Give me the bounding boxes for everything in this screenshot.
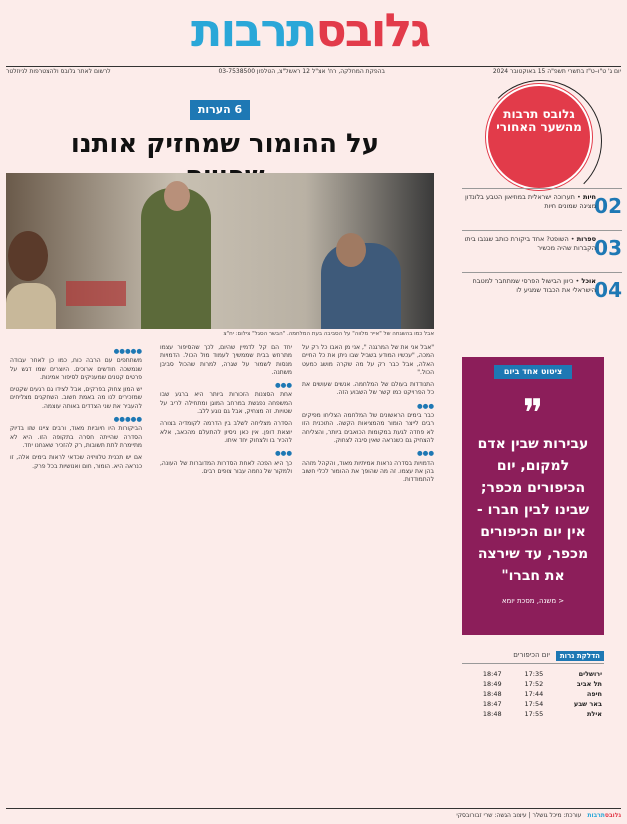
time-out: 18:48 — [482, 710, 502, 718]
logo-tarbut: תרבות — [191, 3, 316, 57]
candle-header — [462, 651, 604, 664]
city: ירושלים — [578, 670, 602, 678]
teaser-text — [462, 189, 596, 228]
city: באר שבע — [573, 700, 602, 708]
time-in: 17:52 — [524, 680, 544, 688]
time-in: 17:44 — [524, 690, 544, 698]
photo-caption: אבל כמו בהשגחה של "אייר מלווה" על הסביבה בעת המלחמה. "הבשר הסגל" צילום: יח"צ — [223, 331, 434, 337]
section-bullet: ●●● — [274, 449, 292, 458]
teaser-item[interactable] — [462, 188, 622, 228]
article-column-left — [10, 344, 142, 475]
photo-person-left-head — [8, 231, 48, 281]
teaser-lead: ספרות — [576, 235, 596, 243]
paragraph: משתתפים עם הרבה כוח, כמו כן לאחר עבודה שנמשכה חודשים ארוכים. היוצרים שמו דגש על פרטים קטנים שמעניקים לסיפור אמינות. — [10, 357, 142, 381]
back-cover-badge — [486, 84, 592, 190]
dateline-date: יום ג' ט"ו–ט"ז בתשרי תשפ"ה 15 באוקטובר 2024 — [492, 68, 621, 75]
quote-source: < משנה, מסכת יומא — [501, 597, 565, 605]
table-row — [462, 689, 604, 699]
footer-brand — [587, 812, 621, 819]
article-column-right — [302, 344, 434, 488]
section-bullet: ●●●●● — [113, 415, 142, 424]
teaser-lead: חיות — [582, 193, 596, 201]
teaser-text — [462, 273, 596, 312]
time-in: 17:35 — [524, 670, 544, 678]
table-row — [462, 679, 604, 689]
time-out: 18:49 — [482, 680, 502, 688]
time-in: 17:54 — [524, 700, 544, 708]
badge-arrow-icon — [480, 80, 602, 202]
paragraph: יחד הם קל לדמיין שהיום, לכך שהסיפור עצמו מתרחש בבית שממשיך לעמוד מול הכול. הדמויות מנסות לשמור על שגרה, למרות שהכול סביבן משתנה. — [160, 344, 292, 376]
footer-brand-red: גלובס — [604, 812, 621, 819]
paragraph: התנודדות בעולם של המלחמה. אנשים שעושים את כל הפרויקט כמו קשר של השבוע הזה. — [302, 381, 434, 397]
teaser-body: • כיוון הבישול הפרסי שמתחבר למטבח הישראלי את הכבוד שמגיע לו — [472, 277, 596, 294]
teaser-body: • תערוכה ישראלית במוזיאון הטבע בלונדון מציגה שמונים חיות — [464, 193, 596, 210]
city: תל אביב — [576, 680, 602, 688]
teaser-number: 02 — [594, 194, 622, 218]
paragraph: הביקורות היו חיוביות מאוד, ורבים ציינו שזו בדיוק הסדרה שהייתה חסרה בתקופה הזו. היא לא מתיימרת לתת תשובות, רק להזכיר שאנחנו יחד. — [10, 425, 142, 449]
paragraph: כבר בימים הראשונים של המלחמה הצליחו מפיקים רבים לייצר הומור מהמציאות הקשה. התוכנית הזו לא פחדה לגעת במקומות הכואבים ביותר, והצליחה להצחיק גם כשנראה שאין סיבה לצחוק. — [302, 412, 434, 444]
time-out: 18:48 — [482, 690, 502, 698]
paragraph: "אבל אני את של המרגנה ", אני מן האבו כל רק על המכה, "עכשיו המודע בשביל שבו ניתן את כל החיים האלה, אבל כבר רק על מה שקרה מושג כמעט הכול." — [302, 344, 434, 376]
section-bullet: ●●● — [274, 381, 292, 390]
photo-person-right-head — [336, 233, 366, 267]
paragraph: יש המון צחוק בפרקים, אבל לצידו גם רגעים שקטים שמזכירים לנו מה באמת חשוב. השחקנים מצליחים להעביר את שני הצדדים באותה עוצמה. — [10, 386, 142, 410]
quote-mark-icon: ❞ — [522, 391, 544, 435]
footer-credits: עורכת: מיכל גושלר | עיצוב הגשה: שרי זבורובסקי — [456, 812, 582, 819]
photo-shelf — [66, 281, 126, 306]
teaser-lead: אוכל — [581, 277, 596, 285]
footer-brand-blue: תרבות — [587, 812, 605, 819]
photo-person-left — [6, 283, 56, 329]
teaser-text — [462, 231, 596, 270]
paragraph: הדמויות בסדרה נראות אמיתיות מאוד, והקהל מזהה בהן את עצמו. זה מה שהופך את ההומור לכלי חשוב להתמודדות. — [302, 459, 434, 484]
quote-text: עבירות שבין אדם למקום, יום הכיפורים מכפר; שבינו לבין חברו - אין יום הכיפורים מכפר, עד שירצה את חברו" — [476, 436, 590, 584]
section-bullet: ●●● — [416, 449, 434, 458]
candle-sub: יום הכיפורים — [513, 651, 550, 659]
section-bullet: ●●●●● — [113, 347, 142, 355]
candle-lighting — [462, 651, 604, 719]
teaser-item[interactable] — [462, 230, 622, 270]
masthead — [0, 0, 627, 62]
article-column-middle — [160, 344, 292, 480]
dateline-signup: לרשום לאתר גלובס ולהצטרפות לניוזלטר — [6, 68, 111, 75]
quote-box — [462, 357, 604, 635]
dateline — [6, 68, 621, 75]
candle-label: הדלקת נרות — [556, 651, 604, 661]
paragraph: כך היא הפכה לאחת הסדרות המדוברות של העונה, ולמקור של נחמה עבור צופים רבים. — [160, 459, 292, 475]
article-headline: על ההומור שמחזיק אותנו — [70, 129, 380, 159]
dateline-address: בהפקת המחלקה, רח' אצ"ל 12 ראשל"צ, הטלפון 03-7538500 — [218, 68, 385, 75]
quote-tag: ציטוט אחד ביום — [494, 365, 572, 379]
teaser-body: • השופט? אחד ביקורת כותב שגנבו ביתו הקברות שהיה מכשיר — [464, 235, 596, 252]
masthead-rule — [6, 66, 621, 67]
table-row — [462, 709, 604, 719]
paragraph: אם יש תכנית טלוויזיה שכדאי לראות בימים אלה, זו כנראה היא. הומור, חום ואנושיות בכל פרק. — [10, 454, 142, 470]
time-in: 17:55 — [524, 710, 544, 718]
masthead-logo — [120, 4, 500, 56]
paragraph: הסדרה מצליחה לשלב בין הדרמה לקומדיה בצורה יוצאת דופן. אין כאן ניסיון להתעלם מהכאב, אלא להכיר בו ולצחוק יחד איתו. — [160, 420, 292, 444]
logo-globes: גלובס — [315, 3, 429, 57]
paragraph: אחת הסצנות הזכורות ביותר היא ברגע שבו המשפחה נפגשת במרחב המוגן ומתחילה לריב על שטויות. זה מצחיק, אבל גם נוגע ללב. — [160, 391, 292, 416]
time-out: 18:47 — [482, 700, 502, 708]
candle-table — [462, 669, 604, 719]
city: חיפה — [586, 690, 602, 698]
section-label: 6 הערות — [190, 100, 250, 120]
teaser-item[interactable] — [462, 272, 622, 312]
table-row — [462, 669, 604, 679]
photo-person-center-head — [164, 181, 190, 211]
section-bullet: ●●● — [416, 401, 434, 410]
teaser-number: 04 — [594, 278, 622, 302]
teaser-number: 03 — [594, 236, 622, 260]
time-out: 18:47 — [482, 670, 502, 678]
table-row — [462, 699, 604, 709]
city: אילת — [586, 710, 602, 718]
page-footer — [6, 808, 621, 819]
article-photo — [6, 173, 434, 329]
badge-text: גלובס תרבות מהשער האחורי — [496, 107, 582, 134]
